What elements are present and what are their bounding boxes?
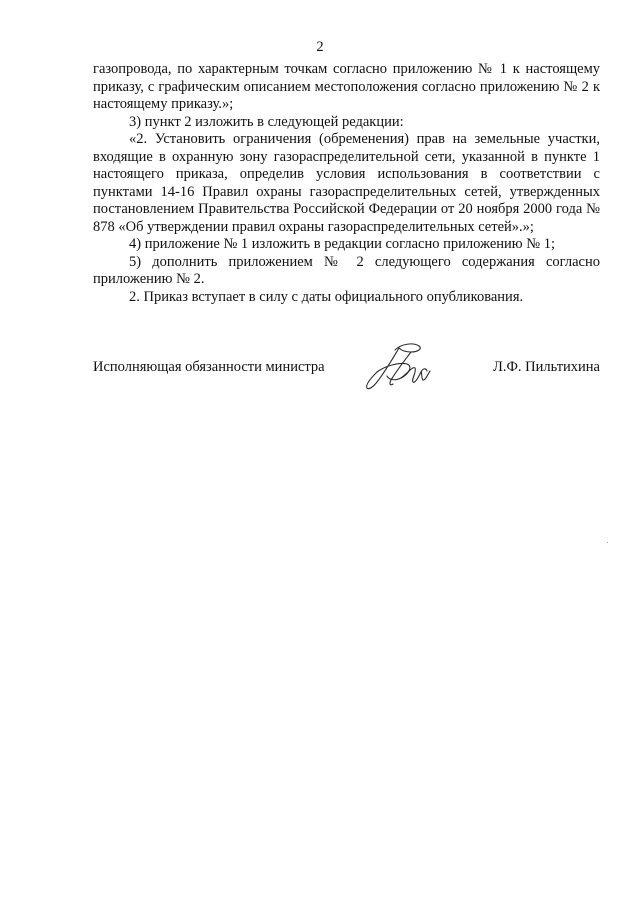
paragraph-item-4: 4) приложение № 1 изложить в редакции согласно приложению № 1; (129, 236, 555, 252)
signature-block (93, 344, 600, 404)
paragraph-continuation: газопровода, по характерным точкам согласно приложению № 1 к настоящему приказу, с графическим описанием местоположения согласно приложению № 2 к настоящему приказу.»; (93, 61, 600, 112)
paragraph-item-5: 5) дополнить приложением № 2 следующего содержания согласно приложению № 2. (93, 253, 600, 287)
signer-name: Л.Ф. Пильтихина (493, 359, 600, 375)
paragraph-effective-date: 2. Приказ вступает в силу с даты официального опубликования. (129, 288, 524, 305)
scan-speck (607, 542, 608, 543)
handwritten-signature (355, 338, 445, 398)
signer-title: Исполняющая обязанности министра (93, 359, 325, 375)
document-body (93, 61, 600, 306)
paragraph-item-3: 3) пункт 2 изложить в следующей редакции: (129, 113, 404, 130)
page-number: 2 (316, 39, 324, 55)
paragraph-quoted-clause: «2. Установить ограничения (обременения) прав на земельные участки, входящие в охранную зону газораспределительной сети, указанной в пункте 1 настоящего приказа, определив условия использования в соответствии с пунктами 14-16 Правил охраны газораспределительных сетей, утвержденных постановлением Правительства Российской Федерации от 20 ноября 2000 года № 878 «Об утверждении правил охраны газораспределительных сетей».»; (93, 131, 600, 235)
